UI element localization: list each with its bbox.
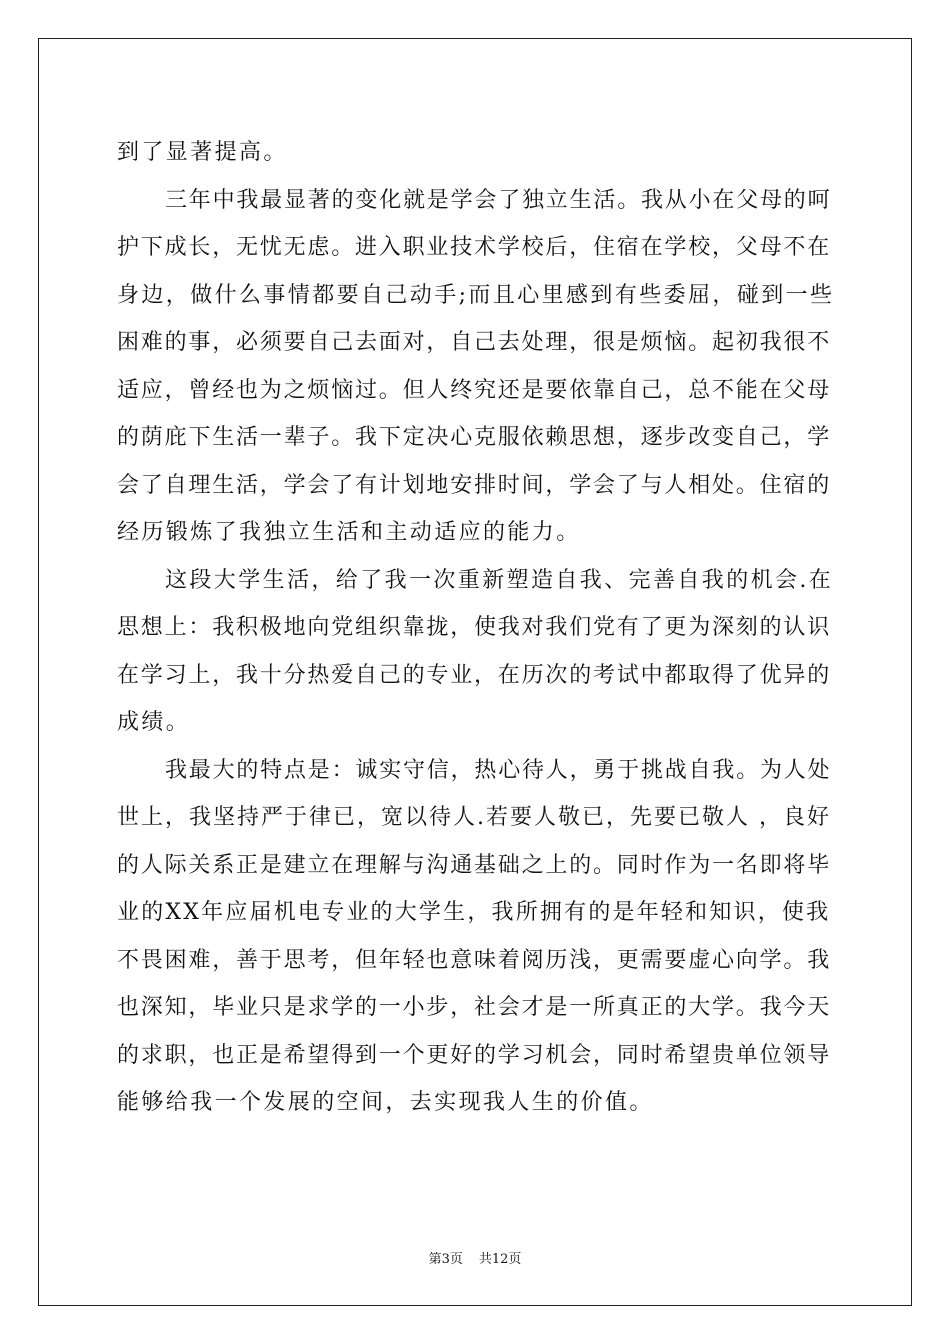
text-line: 不畏困难，善于思考，但年轻也意味着阅历浅，更需要虚心向学。我 bbox=[117, 947, 832, 973]
text-line: 成绩。 bbox=[117, 710, 191, 735]
text-line: 业的XX年应届机电专业的大学生，我所拥有的是年轻和知识，使我 bbox=[117, 900, 831, 925]
text-line: 适应，曾经也为之烦恼过。但人终究还是要依靠自己，总不能在父母 bbox=[117, 377, 832, 403]
text-line: 三年中我最显著的变化就是学会了独立生活。我从小在父母的呵 bbox=[165, 187, 832, 213]
document-body bbox=[117, 129, 835, 1127]
text-line: 思想上：我积极地向党组织靠拢，使我对我们党有了更为深刻的认识 bbox=[117, 615, 832, 640]
text-line: 的荫庇下生活一辈子。我下定决心克服依赖思想，逐步改变自己，学 bbox=[117, 425, 832, 450]
text-line: 这段大学生活，给了我一次重新塑造自我、完善自我的机会.在 bbox=[165, 567, 834, 593]
text-line: 能够给我一个发展的空间，去实现我人生的价值。 bbox=[117, 1090, 654, 1115]
page-footer bbox=[0, 1248, 950, 1267]
text-line: 的人际关系正是建立在理解与沟通基础之上的。同时作为一名即将毕 bbox=[117, 852, 832, 878]
page-number: 第3页 bbox=[428, 1252, 463, 1267]
text-line: 在学习上，我十分热爱自己的专业，在历次的考试中都取得了优异的 bbox=[117, 662, 832, 688]
page-total: 共12页 bbox=[478, 1252, 522, 1267]
text-line: 到了显著提高。 bbox=[117, 140, 288, 165]
text-line: 世上，我坚持严于律已，宽以待人.若要人敬已，先要已敬人 ，良好 bbox=[117, 805, 831, 830]
text-line: 的求职，也正是希望得到一个更好的学习机会，同时希望贵单位领导 bbox=[117, 1042, 832, 1068]
text-line: 经历锻炼了我独立生活和主动适应的能力。 bbox=[117, 520, 581, 545]
text-line: 也深知，毕业只是求学的一小步，社会才是一所真正的大学。我今天 bbox=[117, 995, 832, 1020]
text-line: 护下成长，无忧无虑。进入职业技术学校后，住宿在学校，父母不在 bbox=[117, 235, 832, 260]
text-line: 困难的事，必须要自己去面对，自己去处理，很是烦恼。起初我很不 bbox=[117, 330, 832, 355]
text-line: 会了自理生活，学会了有计划地安排时间，学会了与人相处。住宿的 bbox=[117, 472, 832, 498]
text-line: 我最大的特点是：诚实守信，热心待人，勇于挑战自我。为人处 bbox=[165, 757, 832, 783]
text-line: 身边，做什么事情都要自己动手;而且心里感到有些委屈，碰到一些 bbox=[117, 282, 835, 308]
